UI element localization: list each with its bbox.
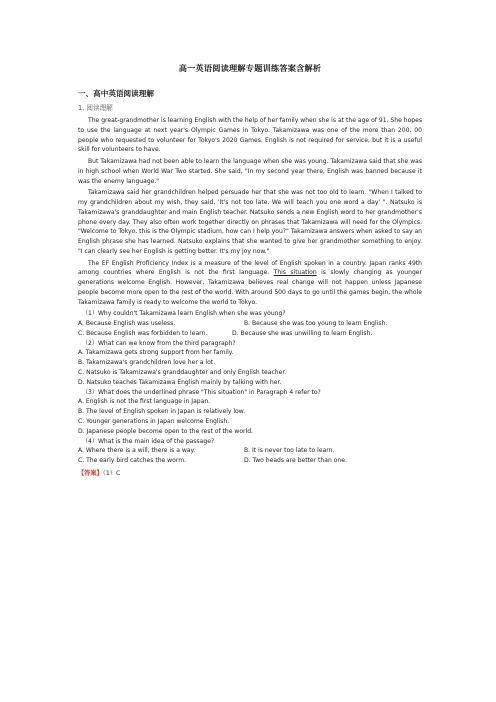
paragraph-4-text-after: is slowly changing as younger generations welcome English. However, Takamizawa believes real change will not happen unless Japanese people become more open to the rest of the world. With around 500 days to go until the games begin, the whole Takamizawa family is ready to welcome the world to Tokyo.	[78, 269, 422, 306]
question-3-option-a: A. English is not the first language in Japan.	[78, 398, 211, 406]
question-3-option-c: C. Younger generations in Japan welcome English.	[78, 418, 230, 426]
question-4-stem: （4）What is the main idea of the passage?	[82, 437, 215, 445]
passage-paragraph-2: But Takamizawa had not been able to learn the language when she was young. Takamizawa said that she was in high school when World War Two started. She said, "In my second year there, English was banned because it was the enemy language."	[78, 158, 422, 185]
question-label: 阅读理解	[86, 104, 113, 112]
question-4-options-row-1	[78, 446, 422, 456]
passage-paragraph-4	[78, 259, 422, 308]
question-3-option-d: D. Japanese people become open to the rest of the world.	[78, 427, 253, 435]
question-heading	[78, 102, 422, 112]
question-2-option-a: A. Takamizawa gets strong support from her family.	[78, 349, 234, 357]
question-2-option-b: B. Takamizawa's grandchildren love her a lot.	[78, 359, 216, 367]
document-page	[78, 58, 422, 477]
question-1-option-a: A. Because English was useless.	[78, 320, 176, 328]
answer-text: （1）C	[102, 470, 121, 477]
question-1-options-row-1	[78, 319, 422, 329]
question-2-stem: （2）What can we know from the third paragraph?	[82, 339, 236, 347]
answer-line	[78, 468, 422, 477]
question-number: 1.	[78, 104, 85, 112]
question-2-option-d: D. Natsuko teaches Takamizawa English mainly by talking with her.	[78, 378, 282, 386]
passage-paragraph-1: The great-grandmother is learning English with the help of her family when she is at the age of 91. She hopes to use the language at next year's Olympic Games in Tokyo. Takamizawa was one of the more than 200, 00 people who requested to volunteer for Tokyo's 2020 Games. English is not required for service, but it is a useful skill for volunteers to have.	[78, 117, 422, 154]
question-3-stem: （3）What does the underlined phrase "This situation" in Paragraph 4 refer to?	[82, 388, 321, 396]
document-title: 高一英语阅读理解专题训练答案含解析	[178, 63, 322, 73]
question-1-option-b: B. Because she was too young to learn English.	[244, 320, 388, 328]
question-1-option-c: C. Because English was forbidden to learn.	[78, 329, 208, 337]
question-4-option-a: A. Where there is a will, there is a way.	[78, 447, 196, 455]
question-1-stem: （1）Why couldn't Takamizawa learn English when she was young?	[82, 310, 286, 318]
question-2-option-c: C. Natsuko is Takamizawa's granddaughter and only English teacher.	[78, 369, 287, 377]
question-4-option-b: B. It is never too late to learn.	[244, 447, 335, 455]
underlined-phrase: This situation	[273, 269, 317, 277]
question-3-option-b: B. The level of English spoken in Japan is relatively low.	[78, 408, 246, 416]
section-heading: 一、高中英语阅读理解	[78, 89, 154, 98]
question-4-option-d: D. Two heads are better than one.	[244, 457, 347, 465]
question-4-options-row-2	[78, 456, 422, 466]
paragraph-4-text-before: The EF English Proficiency Index is a measure of the level of English spoken in a country. Japan ranks 49th among countries where English is not the first language.	[78, 259, 422, 277]
question-1-options-row-2	[78, 329, 422, 339]
answer-tag: 【答案】	[78, 470, 103, 477]
question-4-option-c: C. The early bird catches the worm.	[78, 457, 187, 465]
question-1-option-d: D. Because she was unwilling to learn English.	[232, 329, 373, 337]
passage-paragraph-3: Takamizawa said her grandchildren helped persuade her that she was not too old to learn. "When I talked to my grandchildren about my wish, they said, 'It's not too late. We will teach you one word a day' ". Natsuko is Takamizawa's granddaughter and main English teacher. Natsuko sends a new English word to her grandmother's phone every day. They also often work together directly on phrases that Takamizawa will need for the Olympics. "Welcome to Tokyo, this is the Olympic stadium, how can I help you?" Takamizawa answers when asked to say an English phrase she has learned. Natsuko explains that she wanted to give her grandmother something to enjoy. "I can clearly see her English is getting better. It's my joy now."	[78, 189, 422, 255]
